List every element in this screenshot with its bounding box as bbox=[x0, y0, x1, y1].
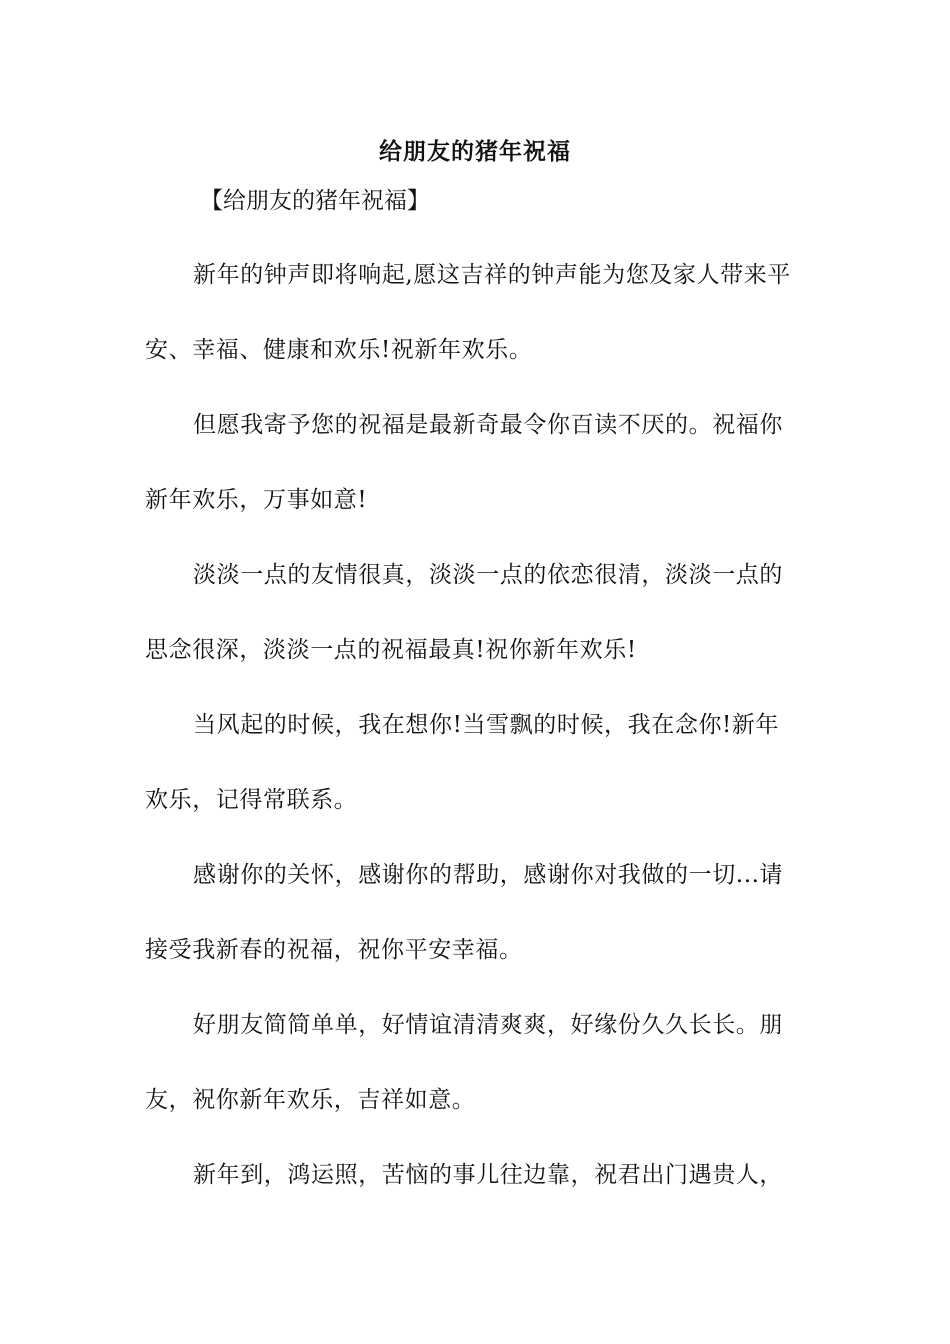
paragraph-4-line-1: 当风起的时候，我在想你!当雪飘的时候，我在念你!新年 bbox=[193, 712, 780, 738]
paragraph-6-line-1: 好朋友简简单单，好情谊清清爽爽，好缘份久久长长。朋 bbox=[193, 1012, 783, 1038]
paragraph-1-line-2: 安、幸福、健康和欢乐!祝新年欢乐。 bbox=[145, 337, 533, 363]
paragraph-6-line-2: 友，祝你新年欢乐，吉祥如意。 bbox=[145, 1087, 476, 1113]
paragraph-2-line-1: 但愿我寄予您的祝福是最新奇最令你百读不厌的。祝福你 bbox=[193, 412, 783, 438]
paragraph-1-line-1: 新年的钟声即将响起,愿这吉祥的钟声能为您及家人带来平 bbox=[193, 262, 791, 288]
paragraph-7-line-1: 新年到，鸿运照，苦恼的事儿往边靠，祝君出门遇贵人， bbox=[193, 1162, 783, 1188]
paragraph-5-line-1: 感谢你的关怀，感谢你的帮助，感谢你对我做的一切...请 bbox=[193, 862, 784, 888]
paragraph-4-line-2: 欢乐，记得常联系。 bbox=[145, 787, 358, 813]
paragraph-3-line-1: 淡淡一点的友情很真，淡淡一点的依恋很清，淡淡一点的 bbox=[193, 562, 783, 588]
document-subtitle: 【给朋友的猪年祝福】 bbox=[200, 188, 430, 214]
paragraph-5-line-2: 接受我新春的祝福，祝你平安幸福。 bbox=[145, 937, 523, 963]
paragraph-3-line-2: 思念很深，淡淡一点的祝福最真!祝你新年欢乐! bbox=[145, 637, 637, 663]
document-title: 给朋友的猪年祝福 bbox=[379, 138, 571, 165]
paragraph-2-line-2: 新年欢乐，万事如意! bbox=[145, 487, 368, 513]
